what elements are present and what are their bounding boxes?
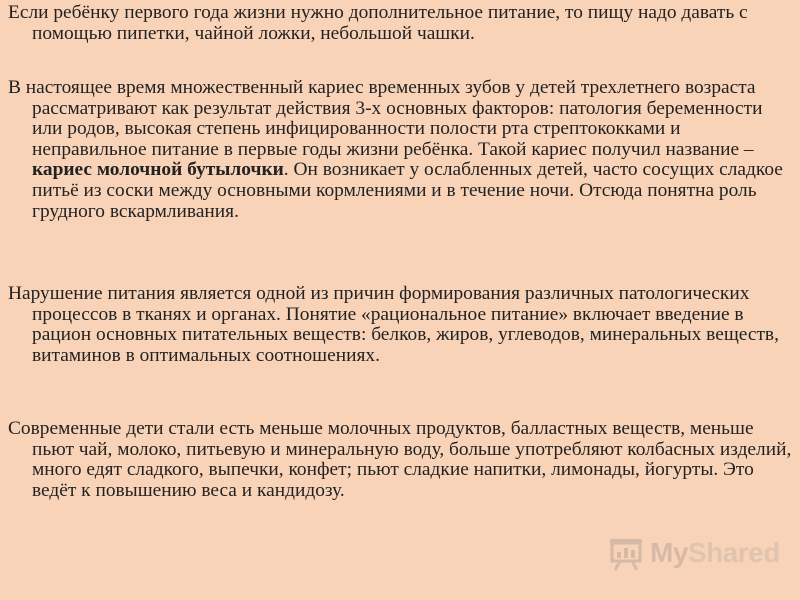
watermark-text <box>650 537 780 569</box>
watermark-text-shared: Shared <box>687 537 780 568</box>
paragraph-caries-text-start: В настоящее время множественный кариес временных зубов у детей трехлетнего возраста рассматривают как результат действия 3-х основных факторов: патология беременности или родов, высокая степень инфицированности полости рта стрептококками и неправильное питание в первые годы жизни ребёнка. Такой кариес получил название – <box>8 77 763 160</box>
paragraph-modern-children-diet: Современные дети стали есть меньше молочных продуктов, балластных веществ, меньше пьют чай, молоко, питьевую и минеральную воду, больше употребляют колбасных изделий, много едят сладкого, выпечки, конфет; пьют сладкие напитки, лимонады, йогурты. Это ведёт к повышению веса и кандидозу. <box>8 418 792 501</box>
watermark-text-my: My <box>650 537 688 568</box>
paragraph-caries-text-end: . Он возникает у ослабленных детей, часто сосущих сладкое питьё из соски между основными кормлениями и в течение ночи. Отсюда понятна роль грудного вскармливания. <box>32 159 783 222</box>
paragraph-supplementary-feeding: Если ребёнку первого года жизни нужно дополнительное питание, то пищу надо давать с помощью пипетки, чайной ложки, небольшой чашки. <box>8 2 748 44</box>
myshared-watermark <box>606 533 780 573</box>
presentation-board-icon <box>606 533 646 573</box>
paragraph-rational-nutrition: Нарушение питания является одной из причин формирования различных патологических процессов в тканях и органах. Понятие «рациональное питание» включает введение в рацион основных питательных веществ: белков, жиров, углеводов, минеральных веществ, витаминов в оптимальных соотношениях. <box>8 283 779 366</box>
bottle-caries-term: кариес молочной бутылочки <box>32 159 284 181</box>
paragraph-caries-factors <box>8 78 792 222</box>
